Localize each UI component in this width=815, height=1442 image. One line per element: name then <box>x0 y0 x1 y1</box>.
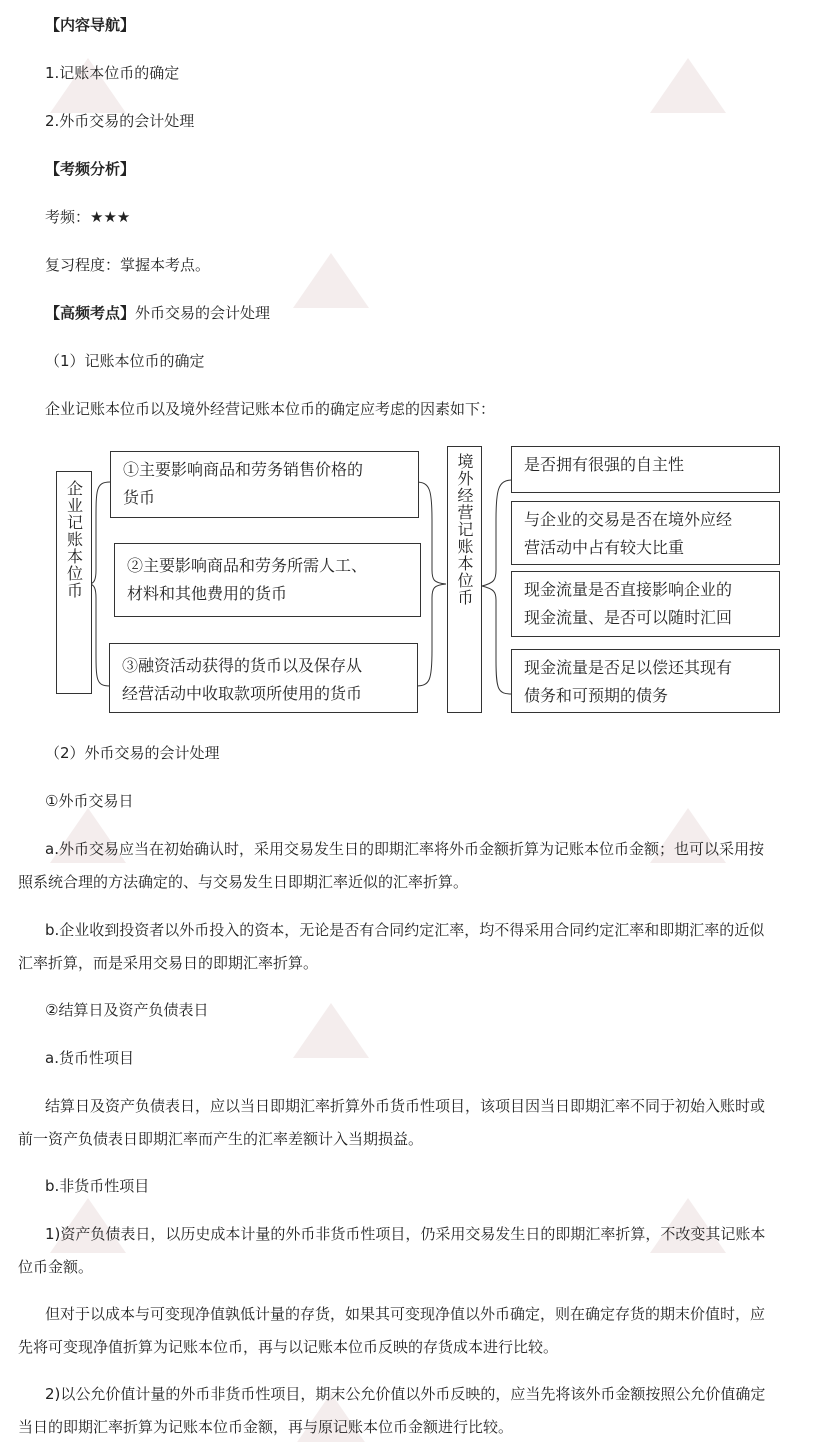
right-item-box <box>511 571 780 637</box>
paragraph-line: 前一资产负债表日即期汇率而产生的汇率差额计入当期损益。 <box>18 1130 424 1148</box>
line: 营活动中占有较大比重 <box>524 538 685 557</box>
line: 经营活动中收取款项所使用的货币 <box>122 684 363 703</box>
left-label-box <box>56 471 92 694</box>
paragraph-line: 当日的即期汇率折算为记账本位币金额，再与原记账本位币金额进行比较。 <box>18 1418 514 1436</box>
subheading: ②结算日及资产负债表日 <box>45 1001 209 1019</box>
paragraph-line: b.企业收到投资者以外币投入的资本，无论是否有合同约定汇率，均不得采用合同约定汇率和即期汇率的近似 <box>45 921 765 939</box>
section-1-intro: 企业记账本位币以及境外经营记账本位币的确定应考虑的因素如下： <box>45 400 496 418</box>
paragraph-line: 照系统合理的方法确定的、与交易发生日即期汇率近似的汇率折算。 <box>18 873 469 891</box>
subheading: a.货币性项目 <box>45 1049 134 1067</box>
paragraph-line: 结算日及资产负债表日，应以当日即期汇率折算外币货币性项目，该项目因当日即期汇率不同于初始入账时或 <box>45 1097 766 1115</box>
paragraph-line: 1)资产负债表日，以历史成本计量的外币非货币性项目，仍采用交易发生日的即期汇率折算，不改变其记账本 <box>45 1225 766 1243</box>
line: 现金流量是否足以偿还其现有 <box>524 658 733 677</box>
paragraph-line: 先将可变现净值折算为记账本位币，再与以记账本位币反映的存货成本进行比较。 <box>18 1338 559 1356</box>
nav-item: 2.外币交易的会计处理 <box>45 112 195 130</box>
subheading: b.非货币性项目 <box>45 1177 150 1195</box>
line: 现金流量、是否可以随时汇回 <box>524 608 733 627</box>
line: 货币 <box>123 488 156 507</box>
paragraph-line: a.外币交易应当在初始确认时，采用交易发生日的即期汇率将外币金额折算为记账本位币金额；也可以采用按 <box>45 840 764 858</box>
watermark-logo <box>293 1003 383 1063</box>
left-label: 企业记账本位币 <box>64 480 84 599</box>
line: 债务和可预期的债务 <box>524 686 669 705</box>
watermark-logo <box>650 808 740 868</box>
line: ②主要影响商品和劳务所需人工、 <box>127 556 368 575</box>
key-title: 外币交易的会计处理 <box>135 304 271 322</box>
paragraph-line: 位币金额。 <box>18 1258 94 1276</box>
key-heading: 【高频考点】 <box>45 304 136 322</box>
mid-label: 境外经营记账本位币 <box>455 453 474 606</box>
left-item-box <box>109 643 418 713</box>
left-item-box <box>110 451 419 518</box>
line: 与企业的交易是否在境外应经 <box>524 510 733 529</box>
line: 材料和其他费用的货币 <box>127 584 288 603</box>
nav-heading: 【内容导航】 <box>45 16 136 34</box>
line: ①主要影响商品和劳务销售价格的 <box>123 460 364 479</box>
right-item-box <box>511 446 780 493</box>
paragraph-line: 但对于以成本与可变现净值孰低计量的存货，如果其可变现净值以外币确定，则在确定存货的期末价值时，应 <box>45 1305 766 1323</box>
freq-line: 考频：★★★ <box>45 208 131 226</box>
nav-item: 1.记账本位币的确定 <box>45 64 180 82</box>
section-1-title: （1）记账本位币的确定 <box>45 352 205 370</box>
right-item-box <box>511 649 780 713</box>
paragraph-line: 汇率折算，而是采用交易日的即期汇率折算。 <box>18 954 319 972</box>
left-item-box <box>114 543 421 617</box>
paragraph-line: 2)以公允价值计量的外币非货币性项目，期末公允价值以外币反映的，应当先将该外币金额按照公允价值确定 <box>45 1385 766 1403</box>
watermark-mark-icon <box>293 1003 369 1058</box>
section-2-title: （2）外币交易的会计处理 <box>45 744 220 762</box>
subheading: ①外币交易日 <box>45 792 134 810</box>
line: 是否拥有很强的自主性 <box>524 455 685 474</box>
right-item-box <box>511 501 780 565</box>
freq-heading: 【考频分析】 <box>45 160 136 178</box>
review-line: 复习程度：掌握本考点。 <box>45 256 211 274</box>
line: ③融资活动获得的货币以及保存从 <box>122 656 363 675</box>
watermark-logo <box>50 808 140 868</box>
mid-label-box <box>447 446 482 713</box>
line: 现金流量是否直接影响企业的 <box>524 580 733 599</box>
